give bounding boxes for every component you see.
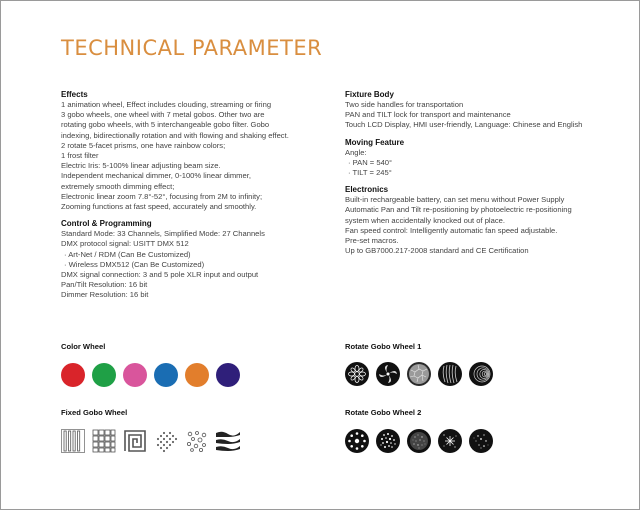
moving-feature-section [345,138,615,179]
left-column [61,90,341,308]
spec-line: extremely smooth dimming effect; [61,181,175,191]
spec-line: Pre-set macros. [345,236,399,246]
spec-line: Standard Mode: 33 Channels, Simplified Mode: 27 Channels [61,229,265,239]
star-burst-gobo-icon [438,429,462,453]
fixture-body-section [345,90,615,131]
color-swatch-pink [123,363,147,387]
vertical-bars-gobo-icon [61,429,85,453]
spec-line: Touch LCD Display, HMI user-friendly, Language: Chinese and English [345,120,583,130]
fixed-gobo-wheel-title: Fixed Gobo Wheel [61,408,128,417]
section-heading: Effects [61,90,88,99]
zebra-stripes-gobo-icon [216,429,240,453]
spec-line: · Art-Net / RDM (Can Be Customized) [64,249,191,259]
color-wheel-swatches [61,363,240,387]
spec-line: 1 animation wheel, Effect includes clouding, streaming or firing [61,100,272,109]
spec-line: 3 gobo wheels, one wheel with 7 metal gobos. Other two are [61,110,265,120]
spec-line: Independent mechanical dimmer, 0-100% linear dimmer, [61,171,251,181]
section-heading: Electronics [345,185,389,195]
spec-line: DMX protocol signal: USITT DMX 512 [61,239,189,249]
dense-dots-gobo-icon [376,429,400,453]
rotate-gobo-wheel-1-row [345,362,493,386]
spec-line: indexing, bidirectionally rotation and with flowing and shaking effect. [61,130,289,140]
section-heading: Fixture Body [345,90,394,99]
crackle-gobo-icon [407,362,431,386]
spec-line: rotating gobo wheels, with 5 interchangeable gobo filter. Gobo [61,120,270,130]
electronics-section [345,185,615,256]
color-swatch-red [61,363,85,387]
flower-gobo-icon [345,362,369,386]
spec-line: Automatic Pan and Tilt re-positioning by photoelectric re-positioning [345,205,572,215]
spec-line: Electronic linear zoom 7.8°-52°, focusing from 2M to infinity; [61,191,263,201]
swirl-gobo-icon [376,362,400,386]
spec-line: · PAN = 540° [348,157,393,167]
fixed-gobo-row [61,429,240,453]
spec-line: Pan/Tilt Resolution: 16 bit [61,280,148,290]
spec-line: system when accidentally knocked out of place. [345,215,505,225]
spec-line: Zooming functions at fast speed, accurately and smoothly. [61,202,257,212]
spec-line: Electric Iris: 5-100% linear adjusting beam size. [61,161,221,171]
color-swatch-blue [154,363,178,387]
color-swatch-purple [216,363,240,387]
spec-line: 1 frost filter [61,151,99,161]
spec-line: Fan speed control: Intelligently automatic fan speed adjustable. [345,225,558,235]
scattered-dots-gobo-icon [185,429,209,453]
control-programming-section [61,219,341,300]
color-swatch-orange [185,363,209,387]
spec-line: · TILT = 245° [348,168,392,178]
spec-line: Built-in rechargeable battery, can set menu without Power Supply [345,195,565,205]
section-heading: Moving Feature [345,137,405,147]
spec-line: Two side handles for transportation [345,100,464,109]
spec-line: 2 rotate 5-facet prisms, one have rainbow colors; [61,140,226,150]
spec-line: · Wireless DMX512 (Can Be Customized) [64,259,205,269]
color-swatch-green [92,363,116,387]
spiral-square-gobo-icon [123,429,147,453]
dot-ring-gobo-icon [345,429,369,453]
spec-line: DMX signal connection: 3 and 5 pole XLR input and output [61,270,259,280]
color-wheel-title: Color Wheel [61,342,106,351]
rotate-gobo-wheel-2-row [345,429,493,453]
rotate-gobo-wheel-1-title: Rotate Gobo Wheel 1 [345,342,422,351]
tunnel-gobo-icon [469,362,493,386]
diagonal-dots-gobo-icon [154,429,178,453]
rotate-gobo-wheel-2-title: Rotate Gobo Wheel 2 [345,408,422,417]
wave-streaks-gobo-icon [438,362,462,386]
spec-line: PAN and TILT lock for transport and maintenance [345,110,511,120]
spec-line: Angle: [345,147,367,157]
page-title: TECHNICAL PARAMETER [61,36,323,60]
effects-section [61,90,341,212]
sparse-stars-gobo-icon [469,429,493,453]
spec-line: Dimmer Resolution: 16 bit [61,290,149,300]
right-column [345,90,615,263]
speckle-gobo-icon [407,429,431,453]
grid-squares-gobo-icon [92,429,116,453]
spec-line: Up to GB7000.217-2008 standard and CE Certification [345,246,529,256]
section-heading: Control & Programming [61,219,152,229]
